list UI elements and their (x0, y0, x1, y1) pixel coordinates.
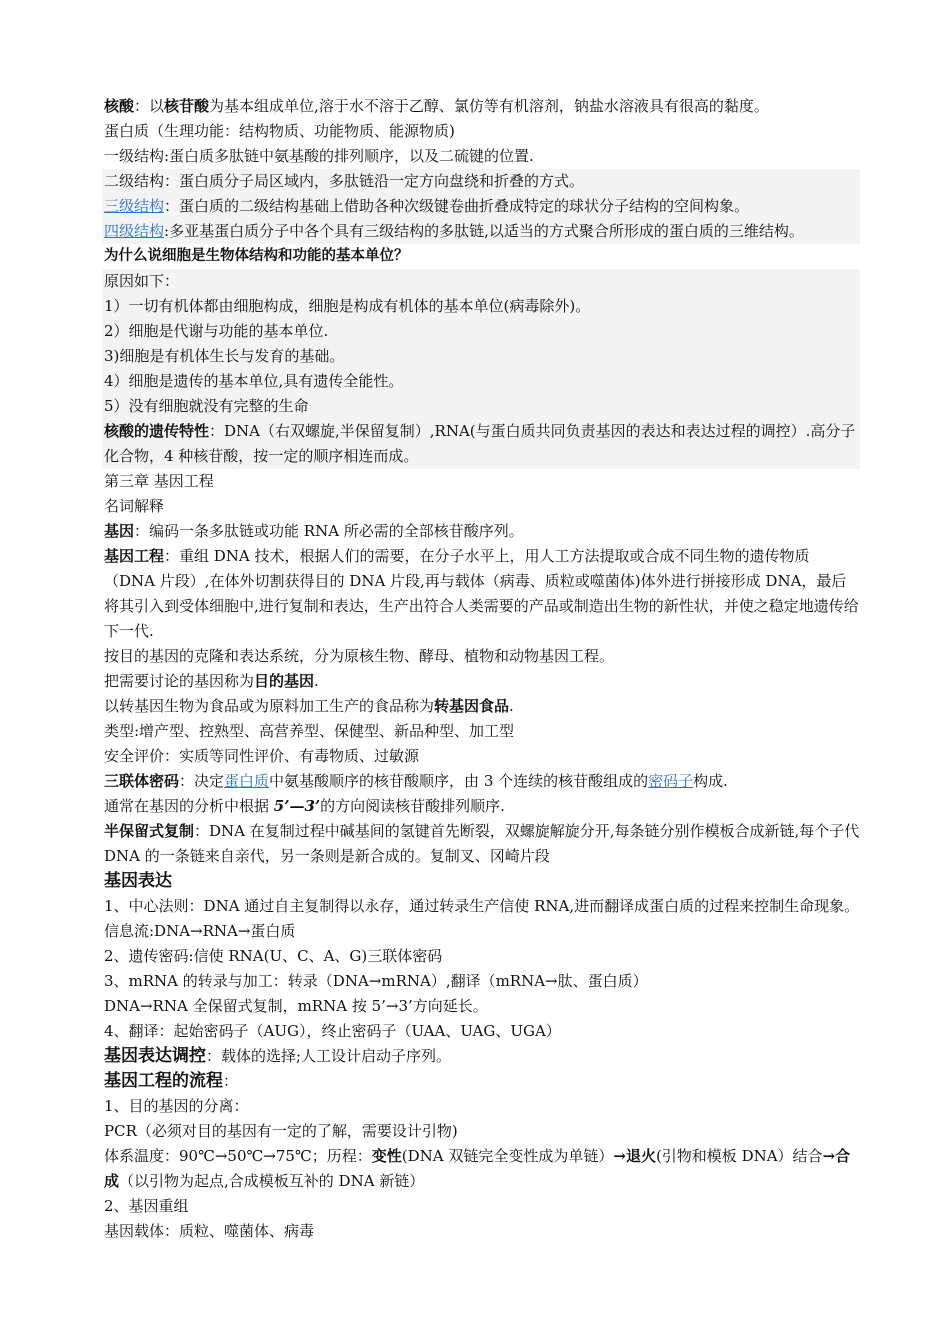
text: ：编码一条多肽链或功能 RNA 所必需的全部核苷酸序列。 (134, 522, 524, 540)
text: 构成. (693, 772, 728, 790)
paragraph-nucleic-acid (104, 94, 860, 119)
paragraph-translation: 4、翻译：起始密码子（AUG），终止密码子（UAA、UAG、UGA） (104, 1022, 561, 1040)
term-expression-regulation: 基因表达调控 (104, 1046, 206, 1066)
step-2: 2、基因重组 (104, 1197, 189, 1215)
link-quaternary-structure[interactable]: 四级结构 (104, 222, 165, 240)
paragraph-pcr-process (104, 1144, 860, 1194)
text: 中氨基酸顺序的核苷酸顺序，由 3 个连续的核苷酸组成的 (269, 772, 649, 790)
text: (DNA 双链完全变性成为单链） (401, 1147, 614, 1165)
paragraph-gene (104, 519, 860, 544)
heading-gene-expression: 基因表达 (104, 871, 172, 891)
text: 为基本组成单位,溶于水不溶于乙醇、氯仿等有机溶剂，钠盐水溶液具有很高的黏度。 (209, 97, 769, 115)
paragraph-target-gene (104, 669, 860, 694)
paragraph-triplet-code (104, 769, 860, 794)
reason-1: 1）一切有机体都由细胞构成，细胞是构成有机体的基本单位(病毒除外)。 (104, 297, 591, 315)
reason-3: 3)细胞是有机体生长与发育的基础。 (104, 347, 345, 365)
paragraph-nucleic-acid-heredity (104, 419, 860, 469)
term-annealing: →退火 (613, 1147, 656, 1165)
paragraph-genetic-engineering (104, 544, 860, 644)
term-nucleotide: 核苷酸 (164, 97, 210, 115)
reason-2: 2）细胞是代谢与功能的基本单位. (104, 322, 329, 340)
paragraph-protein: 蛋白质（生理功能：结构物质、功能物质、能源物质) (104, 122, 455, 140)
direction-label: 5’—3’ (273, 797, 321, 815)
term-gm-food: 转基因食品 (434, 697, 510, 715)
text: 的方向阅读核苷酸排列顺序. (320, 797, 505, 815)
paragraph-tertiary-structure (104, 194, 860, 219)
text: 体系温度：90℃→50℃→75℃；历程： (104, 1147, 372, 1165)
text: ：载体的选择;人工设计启动子序列。 (206, 1047, 452, 1065)
link-tertiary-structure[interactable]: 三级结构 (104, 197, 165, 215)
paragraph-primary-structure: 一级结构:蛋白质多肽链中氨基酸的排列顺序，以及二硫键的位置. (104, 147, 534, 165)
paragraph-transcription: 3、mRNA 的转录与加工：转录（DNA→mRNA）,翻译（mRNA→肽、蛋白质） (104, 972, 648, 990)
text: 以转基因生物为食品或为原料加工生产的食品称为 (104, 697, 435, 715)
text: . (509, 697, 514, 715)
term-triplet-code: 三联体密码 (104, 772, 180, 790)
paragraph-reading-direction (104, 794, 860, 819)
question-heading: 为什么说细胞是生物体结构和功能的基本单位？ (104, 248, 409, 264)
term-target-gene: 目的基因 (254, 672, 315, 690)
paragraph-pcr: PCR（必须对目的基因有一定的了解，需要设计引物) (104, 1122, 458, 1140)
link-codon[interactable]: 密码子 (648, 772, 694, 790)
text: （以引物为起点,合成模板互补的 DNA 新链） (119, 1172, 425, 1190)
term-semiconservative: 半保留式复制 (104, 822, 195, 840)
paragraph-secondary-structure: 二级结构：蛋白质分子局区域内，多肽链沿一定方向盘绕和折叠的方式。 (104, 172, 585, 190)
term-nucleic-acid: 核酸 (104, 97, 135, 115)
shaded-block-reasons (102, 269, 860, 469)
paragraph-genetic-code: 2、遗传密码:信使 RNA(U、C、A、G)三联体密码 (104, 947, 443, 965)
text: ：DNA（右双螺旋,半保留复制）,RNA(与蛋白质共同负责基因的表达和表达过程的调控）.高分子化合物，4 种核苷酸，按一定的顺序相连而成。 (104, 422, 856, 465)
reason-5: 5）没有细胞就没有完整的生命 (104, 397, 309, 415)
paragraph-types: 类型:增产型、控熟型、高营养型、保健型、新品种型、加工型 (104, 722, 515, 740)
chapter-title: 第三章 基因工程 (104, 472, 214, 490)
section-label-terms: 名词解释 (104, 497, 165, 515)
text: ：重组 DNA 技术，根据人们的需要，在分子水平上，用人工方法提取或合成不同生物的遗传物质（DNA 片段）,在体外切割获得目的 DNA 片段,再与载体（病毒、质粒或噬菌体)体外进行拼接形成 DNA，最后将其引入到受体细胞中,进行复制和表达，生产出符合人类需要的产品或制造出生物的新性状，并使之稳定地遗传给下一代. (104, 547, 859, 640)
paragraph-safety: 安全评价：实质等同性评价、有毒物质、过敏源 (104, 747, 420, 765)
term-synthesis: →合成 (104, 1147, 851, 1190)
term-heredity: 核酸的遗传特性 (104, 422, 210, 440)
paragraph-workflow-heading (104, 1069, 860, 1094)
paragraph-classification: 按目的基因的克隆和表达系统，分为原核生物、酵母、植物和动物基因工程。 (104, 647, 615, 665)
text: (引物和模板 DNA）结合 (655, 1147, 823, 1165)
paragraph-central-dogma: 1、中心法则：DNA 通过自主复制得以永存，通过转录生产信使 RNA,进而翻译成蛋白质的过程来控制生命现象。信息流:DNA→RNA→蛋白质 (104, 897, 860, 940)
document-page (104, 94, 860, 1244)
heading-workflow: 基因工程的流程 (104, 1071, 223, 1091)
step-1: 1、目的基因的分离： (104, 1097, 249, 1115)
paragraph-gm-food (104, 694, 860, 719)
text: 把需要讨论的基因称为 (104, 672, 255, 690)
text: ： (223, 1072, 239, 1090)
shaded-block-structures (102, 169, 860, 244)
link-protein[interactable]: 蛋白质 (224, 772, 270, 790)
term-denaturation: 变性 (371, 1147, 402, 1165)
reason-4: 4）细胞是遗传的基本单位,具有遗传全能性。 (104, 372, 404, 390)
paragraph-expression-regulation (104, 1044, 860, 1069)
paragraph-replication: DNA→RNA 全保留式复制，mRNA 按 5’→3’方向延长。 (104, 997, 488, 1015)
paragraph-vectors: 基因载体：质粒、噬菌体、病毒 (104, 1222, 315, 1240)
text: ：蛋白质的二级结构基础上借助各种次级键卷曲折叠成特定的球状分子结构的空间构象。 (164, 197, 750, 215)
term-gene: 基因 (104, 522, 135, 540)
paragraph-quaternary-structure (104, 219, 860, 244)
paragraph-reasons-intro: 原因如下： (104, 272, 180, 290)
paragraph-semiconservative (104, 819, 860, 869)
text: :多亚基蛋白质分子中各个具有三级结构的多肽链,以适当的方式聚合所形成的蛋白质的三维结构。 (164, 222, 804, 240)
text: ：以 (134, 97, 165, 115)
text: ：决定 (179, 772, 225, 790)
text: 通常在基因的分析中根据 (104, 797, 274, 815)
text: ：DNA 在复制过程中碱基间的氢键首先断裂，双螺旋解旋分开,每条链分别作模板合成新链,每个子代 DNA 的一条链来自亲代，另一条则是新合成的。复制叉、冈崎片段 (104, 822, 860, 865)
term-genetic-engineering: 基因工程 (104, 547, 165, 565)
text: . (314, 672, 319, 690)
